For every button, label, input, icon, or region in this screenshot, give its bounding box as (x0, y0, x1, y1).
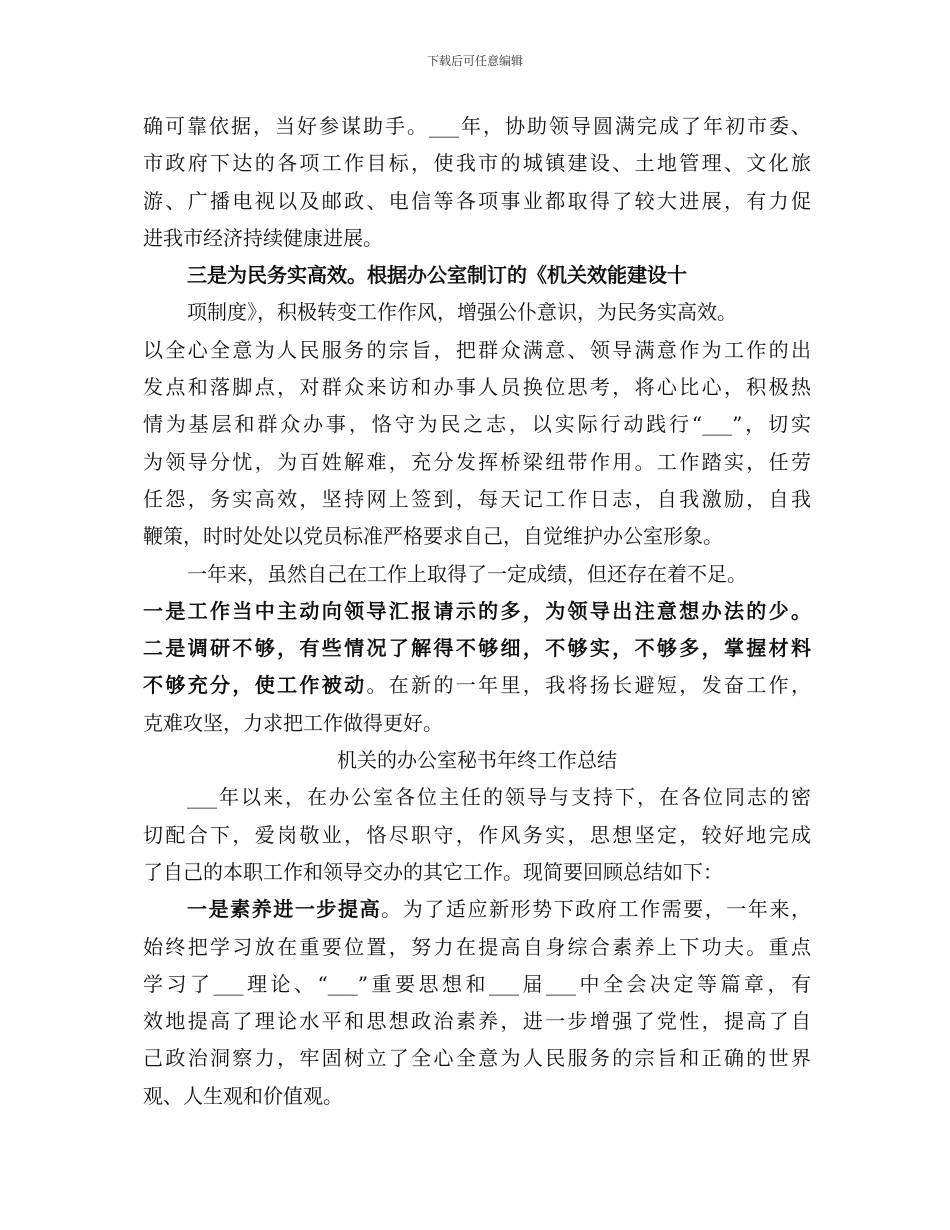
text-line: 项制度》，积极转变工作作风，增强公仆意识，为民务实高效。 (187, 300, 737, 325)
text-line: 任怨，务实高效，坚持网上签到，每天记工作日志，自我激励，自我 (143, 486, 811, 511)
text-line: 为领导分忧，为百姓解难，充分发挥桥梁纽带作用。工作踏实，任劳 (143, 449, 811, 474)
document-body (143, 108, 811, 1115)
text-line: 进我市经济持续健康进展。 (143, 225, 383, 250)
text-line: 三是为民务实高效。根据办公室制订的《机关效能建设十 (187, 263, 687, 288)
text-line: 发点和落脚点，对群众来访和办事人员换位思考，将心比心，积极热 (143, 375, 811, 400)
text-line: 始终把学习放在重要位置，努力在提高自身综合素养上下功夫。重点 (143, 934, 811, 959)
regular-text: 。为了适应新形势下政府工作需要，一年来， (381, 897, 811, 922)
text-line: 以全心全意为人民服务的宗旨，把群众满意、领导满意作为工作的出 (143, 337, 811, 362)
regular-text: 。在新的一年里，我将扬长避短，发奋工作， (366, 673, 811, 698)
text-line: 切配合下，爱岗敬业，恪尽职守，作风务实，思想坚定，较好地完成 (143, 822, 811, 847)
text-line: 鞭策，时时处处以党员标准严格要求自己，自觉维护办公室形象。 (143, 524, 723, 549)
text-line: ___年以来，在办公室各位主任的领导与支持下，在各位同志的密 (187, 785, 811, 810)
page-header: 下载后可任意编辑 (426, 54, 523, 68)
text-line: 了自己的本职工作和领导交办的其它工作。现简要回顾总结如下： (143, 859, 723, 884)
text-line (143, 891, 811, 928)
text-line: 一年来，虽然自己在工作上取得了一定成绩，但还存在着不足。 (187, 561, 747, 586)
text-line: 二是调研不够，有些情况了解得不够细，不够实，不够多，掌握材料 (143, 636, 811, 661)
text-line: 克难攻坚，力求把工作做得更好。 (143, 710, 443, 735)
text-line (143, 667, 811, 704)
text-line: 机关的办公室秘书年终工作总结 (337, 748, 617, 773)
text-line: 确可靠依据，当好参谋助手。___年，协助领导圆满完成了年初市委、 (143, 114, 811, 138)
bold-text: 不够充分，使工作被动 (143, 673, 367, 698)
text-line: 市政府下达的各项工作目标，使我市的城镇建设、土地管理、文化旅 (143, 151, 811, 176)
text-line: 一是工作当中主动向领导汇报请示的多，为领导出注意想办法的少。 (143, 598, 811, 623)
bold-text: 一是素养进一步提高 (187, 897, 382, 922)
text-line: 情为基层和群众办事，恪守为民之志，以实际行动践行“___”，切实 (143, 412, 811, 437)
text-line: 效地提高了理论水平和思想政治素养，进一步增强了党性，提高了自 (143, 1009, 811, 1034)
text-line: 游、广播电视以及邮政、电信等各项事业都取得了较大进展，有力促 (143, 188, 811, 213)
text-line: 观、人生观和价值观。 (143, 1083, 343, 1108)
text-line: 学习了___理论、“___”重要思想和___届___中全会决定等篇章，有 (143, 971, 811, 996)
text-line: 己政治洞察力，牢固树立了全心全意为人民服务的宗旨和正确的世界 (143, 1046, 811, 1071)
